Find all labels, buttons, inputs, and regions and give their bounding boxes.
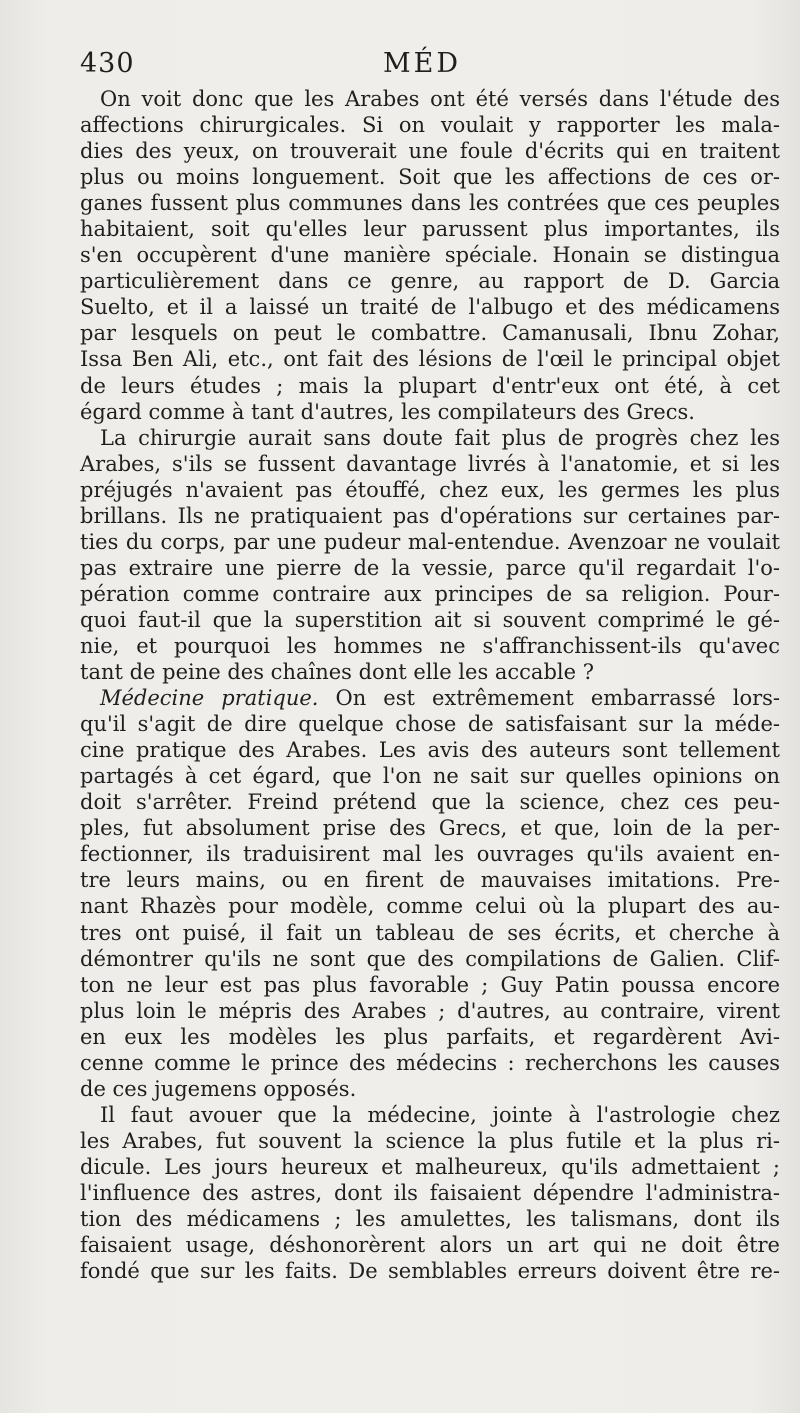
text-line: ples, fut absolument prise des Grecs, et que, loin de la per- <box>80 816 780 841</box>
text-line: les Arabes, fut souvent la science la plus futile et la plus ri- <box>80 1128 780 1153</box>
text-line <box>80 685 780 711</box>
text-line: partagés à cet égard, que l'on ne sait sur quelles opinions on <box>80 764 780 789</box>
text-line: affections chirurgicales. Si on voulait y rapporter les mala- <box>80 113 780 138</box>
page-header <box>80 48 780 88</box>
paragraph-1 <box>80 86 780 425</box>
text-line: par lesquels on peut le combattre. Camanusali, Ibnu Zohar, <box>80 321 780 346</box>
text-line: Arabes, s'ils se fussent davantage livrés à l'anatomie, et si les <box>80 451 780 476</box>
paragraph-2 <box>80 425 780 685</box>
body-text <box>80 86 780 1284</box>
text-line: Suelto, et il a laissé un traité de l'albugo et des médicamens <box>80 295 780 320</box>
text-line: tres ont puisé, il fait un tableau de ses écrits, et cherche à <box>80 920 780 945</box>
text-line: nie, et pourquoi les hommes ne s'affranchissent-ils qu'avec <box>80 633 780 658</box>
text-line: démontrer qu'ils ne sont que des compilations de Galien. Clif- <box>80 946 780 971</box>
text-line: tion des médicamens ; les amulettes, les talismans, dont ils <box>80 1207 780 1232</box>
text-line: ties du corps, par une pudeur mal-entendue. Avenzoar ne voulait <box>80 529 780 554</box>
text-line: doit s'arrêter. Freind prétend que la science, chez ces peu- <box>80 790 780 815</box>
text-line: dicule. Les jours heureux et malheureux, qu'ils admettaient ; <box>80 1154 780 1179</box>
text-line: s'en occupèrent d'une manière spéciale. Honain se distingua <box>80 243 780 268</box>
text-line: de ces jugemens opposés. <box>80 1076 357 1101</box>
section-lead-in: Médecine pratique. <box>100 686 319 711</box>
text-line: On voit donc que les Arabes ont été versés dans l'étude des <box>100 87 780 111</box>
text-line: pas extraire une pierre de la vessie, parce qu'il regardait l'o- <box>80 555 780 580</box>
paragraph-4 <box>80 1102 780 1284</box>
text-line: Il faut avouer que la médecine, jointe à l'astrologie chez <box>100 1102 780 1127</box>
text-line: nant Rhazès pour modèle, comme celui où la plupart des au- <box>80 894 780 919</box>
text-line: particulièrement dans ce genre, au rapport de D. Garcia <box>80 269 780 294</box>
text-line: faisaient usage, déshonorèrent alors un art qui ne doit être <box>80 1233 780 1258</box>
text-line: en eux les modèles les plus parfaits, et regardèrent Avi- <box>80 1024 780 1049</box>
text-line: pération comme contraire aux principes de sa religion. Pour- <box>80 581 780 606</box>
text-line: fondé que sur les faits. De semblables erreurs doivent être re- <box>80 1259 780 1284</box>
text-line: ton ne leur est pas plus favorable ; Guy Patin poussa encore <box>80 972 780 997</box>
text-line: de leurs études ; mais la plupart d'entr'eux ont été, à cet <box>80 373 780 398</box>
text-line: quoi faut-il que la superstition ait si souvent comprimé le gé- <box>80 607 780 632</box>
text-line: ganes fussent plus communes dans les contrées que ces peuples <box>80 191 780 216</box>
text-line: fectionner, ils traduisirent mal les ouvrages qu'ils avaient en- <box>80 842 780 867</box>
text-line: plus ou moins longuement. Soit que les affections de ces or- <box>80 165 780 190</box>
text-line: plus loin le mépris des Arabes ; d'autres, au contraire, virent <box>80 998 780 1023</box>
text-line: cenne comme le prince des médecins : recherchons les causes <box>80 1050 780 1075</box>
text-fragment: On est extrêmement embarrassé lors- <box>318 686 780 711</box>
text-line: préjugés n'avaient pas étouffé, chez eux, les germes les plus <box>80 477 780 502</box>
page-number: 430 <box>80 48 135 79</box>
running-head: MÉD <box>383 48 462 79</box>
text-line: tre leurs mains, ou en firent de mauvaises imitations. Pre- <box>80 868 780 893</box>
text-line: La chirurgie aurait sans doute fait plus de progrès chez les <box>100 425 780 450</box>
text-line: brillans. Ils ne pratiquaient pas d'opérations sur certaines par- <box>80 503 780 528</box>
text-line: cine pratique des Arabes. Les avis des auteurs sont tellement <box>80 738 780 763</box>
text-line: habitaient, soit qu'elles leur parussent plus importantes, ils <box>80 217 780 242</box>
paragraph-3 <box>80 685 780 1102</box>
text-line: qu'il s'agit de dire quelque chose de satisfaisant sur la méde- <box>80 712 780 737</box>
text-line: égard comme à tant d'autres, les compilateurs des Grecs. <box>80 399 695 424</box>
text-line: l'influence des astres, dont ils faisaient dépendre l'administra- <box>80 1180 780 1205</box>
text-line: Issa Ben Ali, etc., ont fait des lésions de l'œil le principal objet <box>80 347 780 372</box>
text-line: tant de peine des chaînes dont elle les accable ? <box>80 660 594 685</box>
text-line: dies des yeux, on trouverait une foule d'écrits qui en traitent <box>80 139 780 164</box>
